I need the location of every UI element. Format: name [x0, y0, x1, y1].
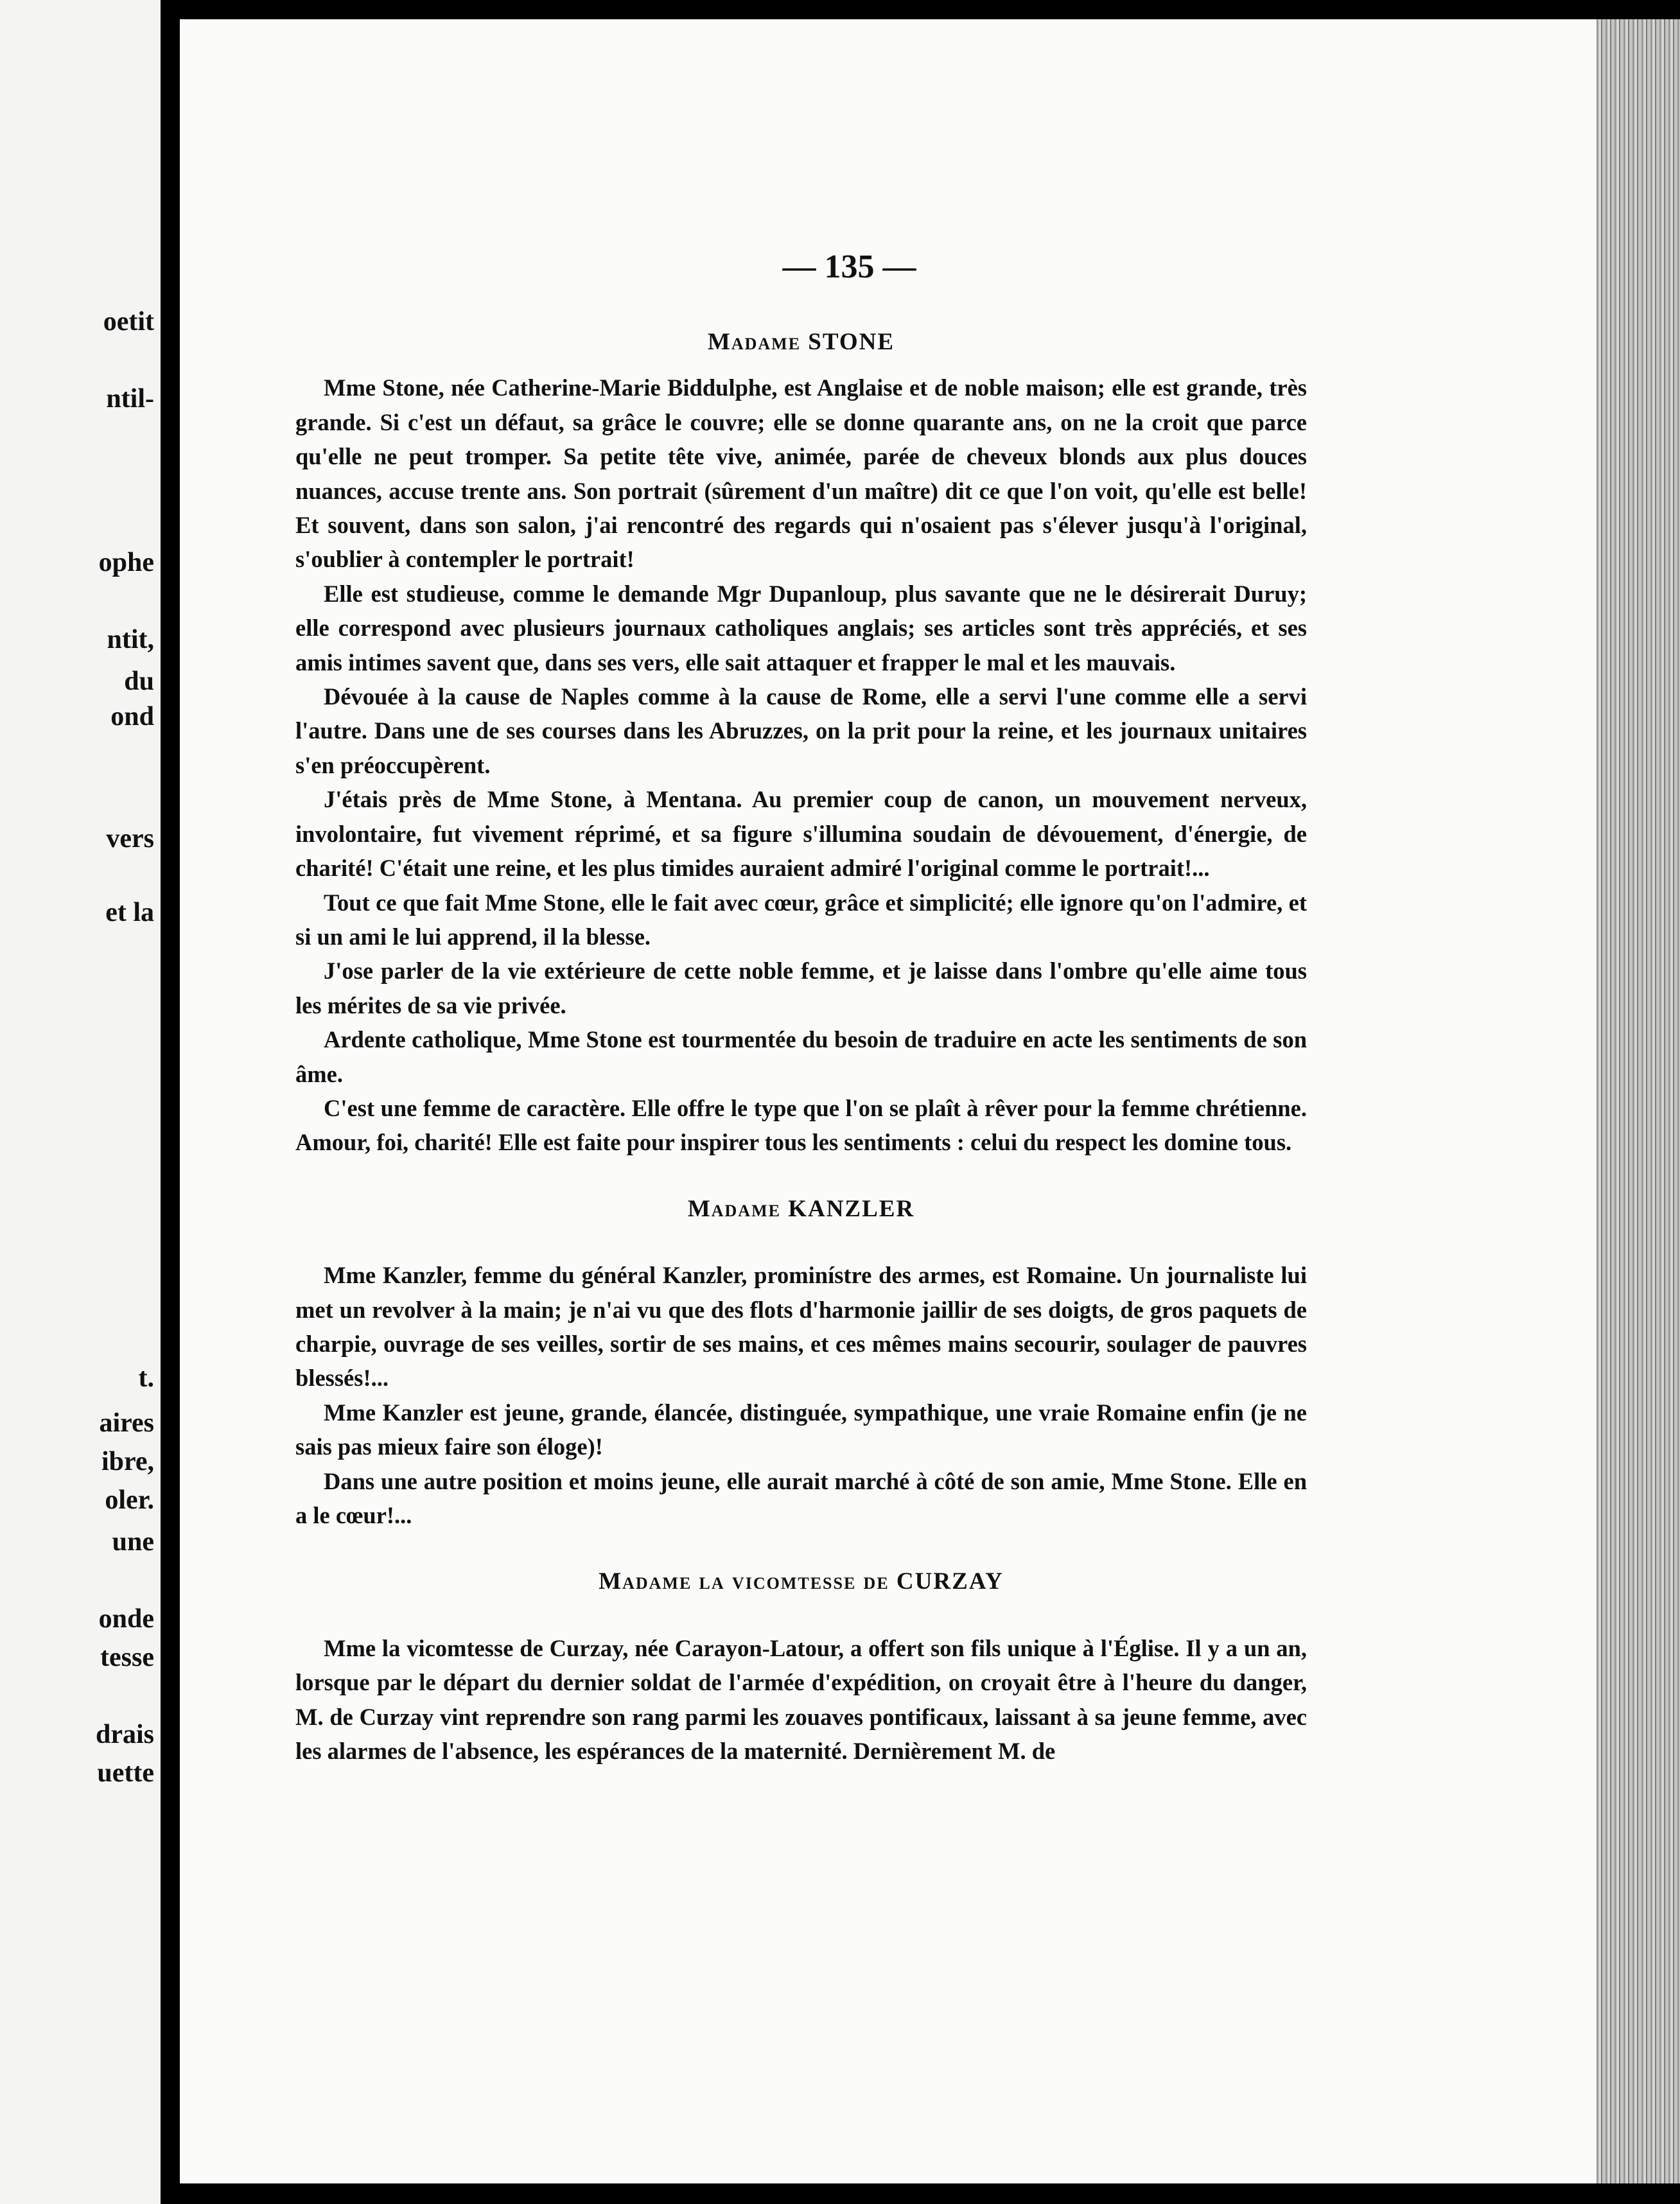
section-heading-curzay: [295, 1564, 1307, 1598]
paragraph: Mme Kanzler, femme du général Kanzler, prominístre des armes, est Romaine. Un journaliste lui met un revolver à la main; je n'ai vu que des flots d'harmonie jaillir de ses doigts, de gros paquets de charpie, ouvrage de ses veilles, sortir de ses mains, et ces mêmes mains secourir, soulager de pauvres blessés!...: [295, 1262, 1307, 1392]
paragraph: Dans une autre position et moins jeune, elle aurait marché à côté de son amie, Mme Stone. Elle en a le cœur!...: [295, 1467, 1307, 1528]
left-page-fragment: et la: [105, 898, 154, 927]
left-page-fragment: ibre,: [101, 1447, 154, 1476]
paragraph: Ardente catholique, Mme Stone est tourmentée du besoin de traduire en acte les sentiments de son âme.: [295, 1026, 1307, 1087]
heading-prefix: Madame: [707, 329, 801, 355]
page-edge-stack: [1597, 19, 1680, 2183]
left-page-fragment: ond: [110, 702, 154, 731]
paragraph: Mme la vicomtesse de Curzay, née Carayon-Latour, a offert son fils unique à l'Église. Il y a un an, lorsque par le départ du dernier soldat de l'armée d'expédition, on croyait être à l'heure du danger, M. de Curzay vint reprendre son rang parmi les zouaves pontificaux, laissant à sa jeune femme, avec les alarmes de l'absence, les espérances de la maternité. Dernièrement M. de: [295, 1634, 1307, 1765]
page-content: [295, 250, 1307, 1768]
book-gutter: [161, 0, 180, 2204]
scan-border: [180, 2183, 1680, 2204]
left-page-fragment: uette: [97, 1758, 154, 1788]
paragraph: Dévouée à la cause de Naples comme à la cause de Rome, elle a servi l'une comme elle a servi l'autre. Dans une de ses courses dans les Abruzzes, on la prit pour la reine, et les journaux unitaires s'en préoccupèrent.: [295, 683, 1307, 778]
left-page-fragment: oetit: [103, 307, 154, 337]
left-page-fragment: une: [112, 1527, 154, 1557]
left-page-fragment: oler.: [105, 1485, 154, 1515]
left-facing-page: [0, 0, 161, 2204]
left-page-fragment: vers: [106, 824, 154, 853]
page-number: — 135 —: [782, 249, 916, 285]
paragraph: Tout ce que fait Mme Stone, elle le fait avec cœur, grâce et simplicité; elle ignore qu'on l'admire, et si un ami le lui apprend, il la blesse.: [295, 889, 1307, 950]
paragraph: J'ose parler de la vie extérieure de cette noble femme, et je laisse dans l'ombre qu'elle aime tous les mérites de sa vie privée.: [295, 958, 1307, 1019]
section-heading-kanzler: [295, 1192, 1307, 1226]
paragraph: J'étais près de Mme Stone, à Mentana. Au premier coup de canon, un mouvement nerveux, involontaire, fut vivement réprimé, et sa figure s'illumina soudain de dévouement, d'énergie, de charité! C'était une reine, et les plus timides auraient admiré l'original comme le portrait!...: [295, 786, 1307, 882]
left-page-fragment: du: [124, 667, 154, 696]
heading-name: STONE: [808, 329, 895, 355]
heading-prefix: Madame la vicomtesse de: [599, 1568, 889, 1595]
section-heading-stone: [295, 325, 1307, 359]
left-page-fragment: ntil-: [106, 384, 154, 414]
left-page-fragment: onde: [98, 1604, 154, 1634]
left-page-fragment: ntit,: [107, 625, 154, 654]
heading-prefix: Madame: [687, 1195, 781, 1222]
paragraph: Mme Kanzler est jeune, grande, élancée, distinguée, sympathique, une vraie Romaine enfin (je ne sais pas mieux faire son éloge)!: [295, 1399, 1307, 1460]
left-page-fragment: aires: [99, 1408, 154, 1438]
heading-name: KANZLER: [788, 1195, 915, 1222]
left-page-fragment: tesse: [100, 1643, 154, 1672]
left-page-fragment: t.: [138, 1363, 154, 1393]
paragraph: Elle est studieuse, comme le demande Mgr Dupanloup, plus savante que ne le désirerait Duruy; elle correspond avec plusieurs journaux catholiques anglais; ses articles sont très appréciés, et ses amis intimes savent que, dans ses vers, elle sait attaquer et frapper le mal et les mauvais.: [295, 580, 1307, 676]
paragraph: Mme Stone, née Catherine-Marie Biddulphe, est Anglaise et de noble maison; elle est grande, très grande. Si c'est un défaut, sa grâce le couvre; elle se donne quarante ans, on ne la croit que parce qu'elle ne peut tromper. Sa petite tête vive, animée, parée de cheveux blonds aux plus douces nuances, accuse trente ans. Son portrait (sûrement d'un maître) dit ce que l'on voit, qu'elle est belle! Et souvent, dans son salon, j'ai rencontré des regards qui n'osaient pas s'élever jusqu'à l'original, s'oublier à contempler le portrait!: [295, 374, 1307, 573]
paragraph: C'est une femme de caractère. Elle offre le type que l'on se plaît à rêver pour la femme chrétienne. Amour, foi, charité! Elle est faite pour inspirer tous les sentiments : celui du respect les domine tous.: [295, 1094, 1307, 1156]
heading-name: CURZAY: [896, 1568, 1004, 1595]
left-page-fragment: ophe: [98, 548, 154, 577]
left-page-fragment: drais: [95, 1720, 154, 1749]
